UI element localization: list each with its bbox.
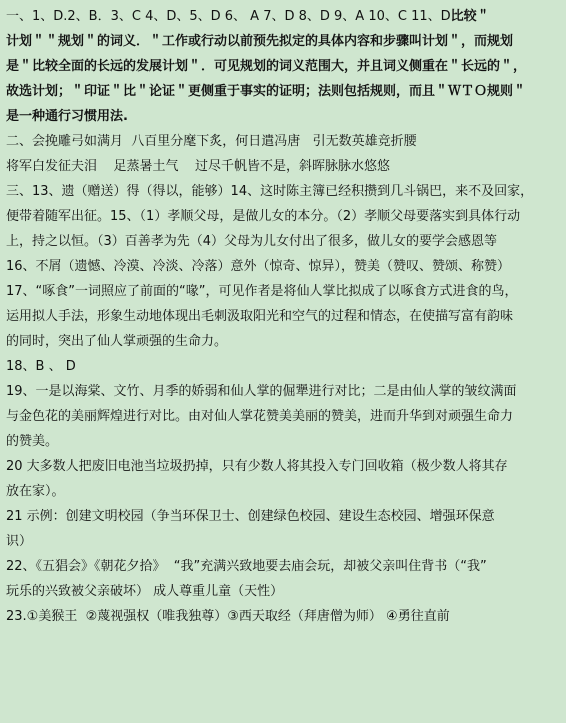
line-4: 故选计划；＂印证＂比＂论证＂更侧重于事实的证明；法则包括规则，而且＂ＷＴＯ规则＂ bbox=[6, 84, 527, 99]
line-16: 19、一是以海棠、文竹、月季的娇弱和仙人掌的倔犟进行对比；二是由仙人掌的皱纹满面 bbox=[6, 384, 517, 399]
line-23: 22、《五猖会》《朝花夕拾》 “我”充满兴致地要去庙会玩，却被父亲叫住背书（“我” bbox=[6, 559, 487, 574]
line-20: 放在家）。 bbox=[6, 484, 65, 499]
line-12: 17、“啄食”一词照应了前面的“喙”，可见作者是将仙人掌比拟成了以啄食方式进食的鸟， bbox=[6, 284, 518, 299]
line-14: 的同时，突出了仙人掌顽强的生命力。 bbox=[6, 334, 228, 349]
line-15: 18、B 、 D bbox=[6, 359, 76, 374]
line-3: 是＂比较全面的长远的发展计划＂．可见规划的词义范围大，并且词义侧重在＂长远的＂， bbox=[6, 59, 527, 74]
line-18: 的赞美。 bbox=[6, 434, 59, 449]
line-19: 20 大多数人把废旧电池当垃圾扔掉，只有少数人将其投入专门回收箱（极少数人将其存 bbox=[6, 459, 508, 474]
line-1-text: 一、1、D.2、B．3、C 4、D、5、D 6、 A 7、D 8、D 9、A 10、C 11、D bbox=[6, 9, 451, 24]
line-7: 将军白发征夫泪 足蒸暑土气 过尽千帆皆不是，斜晖脉脉水悠悠 bbox=[6, 159, 391, 174]
line-25: 23.①美猴王 ②蔑视强权（唯我独尊）③西天取经（拜唐僧为师） ④勇往直前 bbox=[6, 609, 450, 624]
line-9: 便带着随军出征。15、（1）孝顺父母，是做儿女的本分。（2）孝顺父母要落实到具体行动 bbox=[6, 209, 521, 224]
line-22: 识） bbox=[6, 534, 33, 549]
line-13: 运用拟人手法，形象生动地体现出毛刺汲取阳光和空气的过程和情态，在使描写富有韵味 bbox=[6, 309, 514, 324]
line-24: 玩乐的兴致被父亲破坏） 成人尊重儿童（天性） bbox=[6, 584, 284, 599]
line-6: 二、会挽雕弓如满月 八百里分麾下炙，何日遣冯唐 引无数英雄竞折腰 bbox=[6, 134, 417, 149]
line-1 bbox=[6, 4, 560, 29]
line-17: 与金色花的美丽辉煌进行对比。由对仙人掌花赞美美丽的赞美，进而升华到对顽强生命力 bbox=[6, 409, 514, 424]
line-1-bold-tail: 比较＂ bbox=[450, 9, 490, 24]
line-10: 上，持之以恒。（3）百善孝为先（4）父母为儿女付出了很多，做儿女的要学会感恩等 bbox=[6, 234, 498, 249]
line-2: 计划＂＂规划＂的词义．＂工作或行动以前预先拟定的具体内容和步骤叫计划＂，而规划 bbox=[6, 34, 514, 49]
line-21: 21 示例：创建文明校园（争当环保卫士、创建绿色校园、建设生态校园、增强环保意 bbox=[6, 509, 495, 524]
line-11: 16、不屑（遗憾、冷漠、冷淡、冷落）意外（惊奇、惊异），赞美（赞叹、赞颂、称赞） bbox=[6, 259, 511, 274]
line-5: 是一种通行习惯用法. bbox=[6, 109, 128, 124]
line-8: 三、13、遗（赠送）得（得以，能够）14、这时陈主簿已经积攒到几斗锅巴，来不及回家， bbox=[6, 184, 534, 199]
